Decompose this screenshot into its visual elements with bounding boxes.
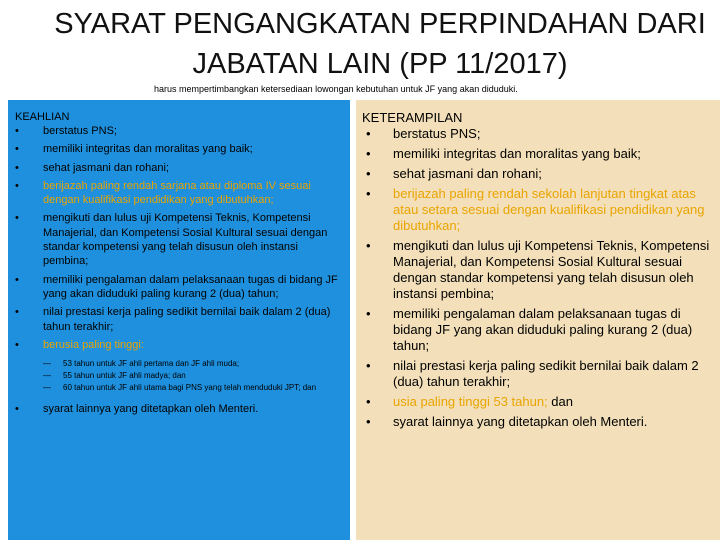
keahlian-item [15, 273, 345, 302]
keterampilan-age-suffix: dan [547, 394, 573, 409]
bullet-icon: • [15, 338, 19, 351]
bullet-icon: • [15, 161, 19, 174]
age-subitem [43, 382, 345, 394]
keterampilan-item-text: syarat lainnya yang ditetapkan oleh Menteri. [393, 414, 648, 429]
keterampilan-heading: KETERAMPILAN [362, 110, 463, 125]
bullet-icon: • [366, 146, 371, 161]
bullet-icon: • [366, 306, 371, 321]
keahlian-list [15, 124, 345, 420]
keterampilan-item [364, 238, 714, 302]
age-subitem-text: 53 tahun untuk JF ahli pertama dan JF ahli muda; [63, 359, 240, 369]
keterampilan-item-text: berstatus PNS; [393, 126, 481, 141]
keahlian-item [15, 211, 345, 268]
age-subitem [43, 370, 345, 382]
bullet-icon: • [15, 306, 19, 319]
keahlian-item-text: syarat lainnya yang ditetapkan oleh Menteri. [43, 403, 259, 416]
bullet-icon: • [366, 358, 371, 373]
keterampilan-item-text: mengikuti dan lulus uji Kompetensi Teknis, Kompetensi Manajerial, dan Kompetensi Sosial Kultural sesuai dengan standar kompetensi yang telah disusun oleh instansi pembina; [393, 238, 710, 301]
keahlian-item-text: berstatus PNS; [43, 125, 117, 137]
bullet-icon: • [15, 273, 19, 286]
age-subitem-text: 60 tahun untuk JF ahli utama bagi PNS yang telah menduduki JPT; dan [63, 383, 317, 393]
keahlian-item [15, 305, 345, 334]
bullet-icon: • [366, 166, 371, 181]
bullet-icon: • [366, 414, 371, 429]
dash-icon: — [43, 371, 51, 381]
keahlian-item [15, 402, 345, 416]
page-title [40, 4, 720, 84]
keahlian-item-text: berijazah paling rendah sarjana atau diploma IV sesuai dengan kualifikasi pendidikan yang dibutuhkan; [43, 179, 311, 207]
keahlian-item [15, 179, 345, 208]
bullet-icon: • [366, 394, 371, 409]
keterampilan-list [364, 126, 714, 434]
bullet-icon: • [366, 186, 371, 201]
keahlian-item-text: memiliki pengalaman dalam pelaksanaan tugas di bidang JF yang akan diduduki paling kurang 2 (dua) tahun; [43, 273, 338, 300]
keahlian-item [15, 124, 345, 138]
title-line-1: SYARAT PENGANGKATAN PERPINDAHAN DARI [54, 8, 706, 40]
keterampilan-age-text: usia paling tinggi 53 tahun; [393, 394, 548, 409]
keahlian-item [15, 338, 345, 394]
keterampilan-item-text: memiliki pengalaman dalam pelaksanaan tugas di bidang JF yang akan diduduki paling kurang 2 (dua) tahun; [393, 306, 693, 353]
age-subitem-text: 55 tahun untuk JF ahli madya; dan [63, 371, 186, 381]
keterampilan-item [364, 126, 714, 142]
bullet-icon: • [15, 403, 19, 416]
keterampilan-item-text: berijazah paling rendah sekolah lanjutan tingkat atas atau setara sesuai dengan kualifikasi pendidikan yang dibutuhkan; [393, 186, 705, 233]
keahlian-item [15, 161, 345, 175]
keahlian-item-text: berusia paling tinggi: [43, 338, 144, 351]
dash-icon: — [43, 383, 51, 393]
keahlian-item-text: sehat jasmani dan rohani; [43, 161, 169, 174]
keahlian-panel [8, 100, 350, 540]
keterampilan-item [364, 358, 714, 390]
keterampilan-item-text: nilai prestasi kerja paling sedikit bernilai baik dalam 2 (dua) tahun terakhir; [393, 358, 699, 389]
keterampilan-panel [356, 100, 720, 540]
keterampilan-item [364, 186, 714, 234]
keterampilan-item [364, 306, 714, 354]
age-subitem [43, 358, 345, 370]
keterampilan-item-text: memiliki integritas dan moralitas yang baik; [393, 146, 641, 161]
bullet-icon: • [15, 179, 19, 192]
keahlian-item-text: nilai prestasi kerja paling sedikit bernilai baik dalam 2 (dua) tahun terakhir; [43, 306, 331, 333]
dash-icon: — [43, 359, 51, 369]
bullet-icon: • [366, 126, 371, 141]
keahlian-item-text: memiliki integritas dan moralitas yang baik; [43, 143, 253, 156]
title-line-2: JABATAN LAIN (PP 11/2017) [192, 48, 568, 80]
bullet-icon: • [15, 125, 19, 137]
keterampilan-item [364, 146, 714, 162]
bullet-icon: • [15, 212, 19, 225]
age-sublist [43, 358, 345, 394]
keterampilan-item [364, 394, 714, 410]
keterampilan-item-text: sehat jasmani dan rohani; [393, 166, 542, 181]
keahlian-item-text: mengikuti dan lulus uji Kompetensi Teknis, Kompetensi Manajerial, dan Kompetensi Sosial Kultural sesuai dengan standar kompetensi yang telah disusun oleh instansi pembina; [43, 212, 328, 268]
keterampilan-item [364, 166, 714, 182]
keahlian-heading: KEAHLIAN [15, 111, 70, 123]
bullet-icon: • [15, 143, 19, 156]
keahlian-item [15, 142, 345, 156]
bullet-icon: • [366, 238, 371, 253]
subtitle: harus mempertimbangkan ketersediaan lowongan kebutuhan untuk JF yang akan diduduki. [154, 84, 518, 94]
keterampilan-item [364, 414, 714, 430]
